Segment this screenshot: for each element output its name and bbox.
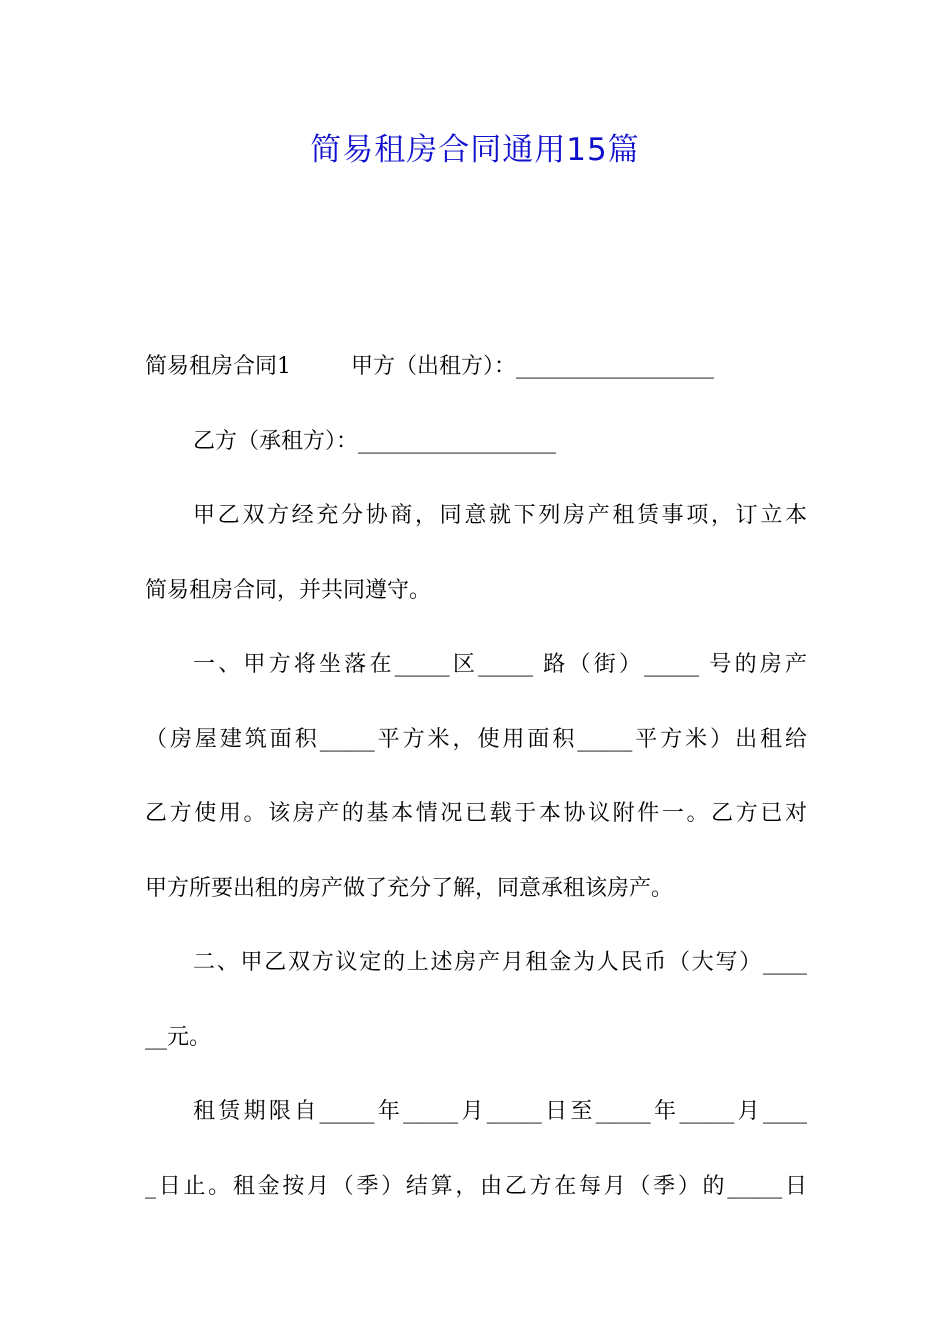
contract-line-3: 甲乙双方经充分协商，同意就下列房产租赁事项，订立本 bbox=[193, 503, 807, 528]
clause-2-line-1: 二、甲乙双方议定的上述房产月租金为人民币（大写）____ bbox=[193, 950, 807, 975]
contract-line-1 bbox=[145, 330, 807, 405]
party-b-field: 乙方（承租方）：__________________ bbox=[193, 428, 557, 454]
contract-body bbox=[145, 330, 807, 1224]
clause-1-line-3: 乙方使用。该房产的基本情况已载于本协议附件一。乙方已对 bbox=[145, 801, 807, 826]
clause-1-line-4: 甲方所要出租的房产做了充分了解，同意承租该房产。 bbox=[145, 875, 674, 901]
lease-term-line-2: _日止。租金按月（季）结算，由乙方在每月（季）的_____日 bbox=[145, 1173, 807, 1199]
clause-1-line-1: 一、甲方将坐落在_____区_____ 路（街）_____ 号的房产 bbox=[193, 652, 807, 677]
lease-term-line-1: 租赁期限自_____年_____月_____日至_____年_____月____ bbox=[193, 1099, 807, 1124]
document-title: 简易租房合同通用15篇 bbox=[310, 132, 640, 168]
contract-heading: 简易租房合同1 bbox=[145, 354, 291, 379]
party-a-field: 甲方（出租方）：__________________ bbox=[351, 354, 715, 379]
clause-2-line-2: __元。 bbox=[145, 1024, 212, 1050]
clause-1-line-2: （房屋建筑面积_____平方米，使用面积_____平方米）出租给 bbox=[145, 726, 807, 752]
contract-line-4: 简易租房合同，并共同遵守。 bbox=[145, 577, 432, 603]
